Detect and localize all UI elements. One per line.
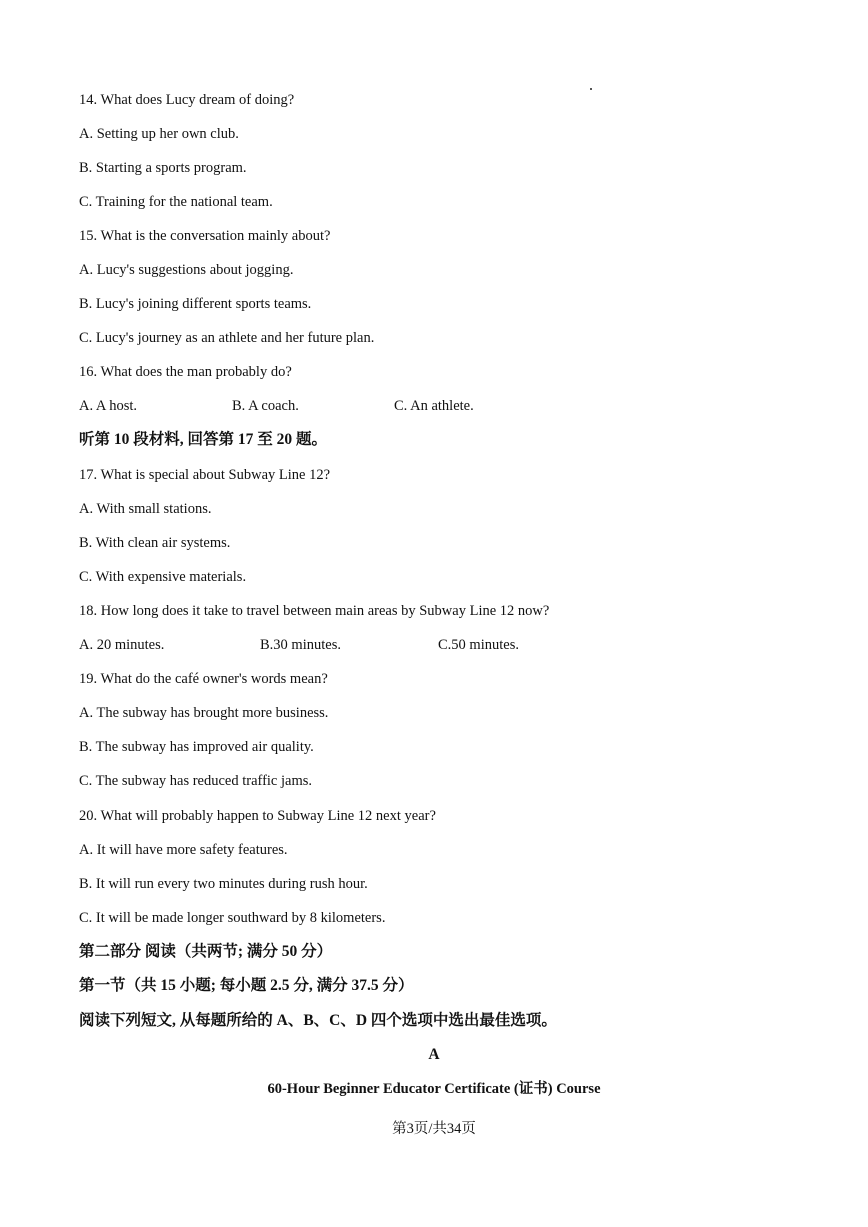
question-14: 14. What does Lucy dream of doing? (79, 92, 295, 108)
q19-option-a: A. The subway has brought more business. (79, 705, 329, 721)
q20-option-b: B. It will run every two minutes during rush hour. (79, 876, 368, 892)
question-20: 20. What will probably happen to Subway Line 12 next year? (79, 808, 436, 824)
question-16: 16. What does the man probably do? (79, 364, 292, 380)
q20-option-a: A. It will have more safety features. (79, 842, 288, 858)
q17-option-b: B. With clean air systems. (79, 535, 231, 551)
part-2-heading: 第二部分 阅读（共两节; 满分 50 分） (79, 943, 333, 960)
q15-option-c: C. Lucy's journey as an athlete and her future plan. (79, 330, 375, 346)
q18-option-c: C.50 minutes. (438, 637, 519, 653)
q14-option-a: A. Setting up her own club. (79, 126, 239, 142)
q15-option-b: B. Lucy's joining different sports teams. (79, 296, 312, 312)
question-19: 19. What do the café owner's words mean? (79, 671, 328, 687)
passage-label: A (428, 1046, 440, 1063)
q19-option-b: B. The subway has improved air quality. (79, 739, 314, 755)
question-17: 17. What is special about Subway Line 12? (79, 467, 331, 483)
section-10-heading: 听第 10 段材料, 回答第 17 至 20 题。 (79, 431, 328, 448)
q17-option-c: C. With expensive materials. (79, 569, 247, 585)
page-footer: 第3页/共34页 (392, 1121, 476, 1137)
q16-option-a: A. A host. (79, 398, 138, 414)
reading-instruction: 阅读下列短文, 从每题所给的 A、B、C、D 四个选项中选出最佳选项。 (79, 1012, 557, 1029)
q16-option-b: B. A coach. (232, 398, 299, 414)
q18-option-a: A. 20 minutes. (79, 637, 165, 653)
q14-option-c: C. Training for the national team. (79, 194, 273, 210)
question-18: 18. How long does it take to travel between main areas by Subway Line 12 now? (79, 603, 550, 619)
q18-option-b: B.30 minutes. (260, 637, 341, 653)
stray-mark (590, 88, 592, 90)
q17-option-a: A. With small stations. (79, 501, 212, 517)
q20-option-c: C. It will be made longer southward by 8 kilometers. (79, 910, 386, 926)
passage-title: 60-Hour Beginner Educator Certificate (证书) Course (267, 1081, 601, 1097)
q15-option-a: A. Lucy's suggestions about jogging. (79, 262, 294, 278)
section-1-heading: 第一节（共 15 小题; 每小题 2.5 分, 满分 37.5 分） (79, 977, 414, 994)
q19-option-c: C. The subway has reduced traffic jams. (79, 773, 313, 789)
q14-option-b: B. Starting a sports program. (79, 160, 247, 176)
q16-option-c: C. An athlete. (394, 398, 474, 414)
question-15: 15. What is the conversation mainly about? (79, 228, 331, 244)
